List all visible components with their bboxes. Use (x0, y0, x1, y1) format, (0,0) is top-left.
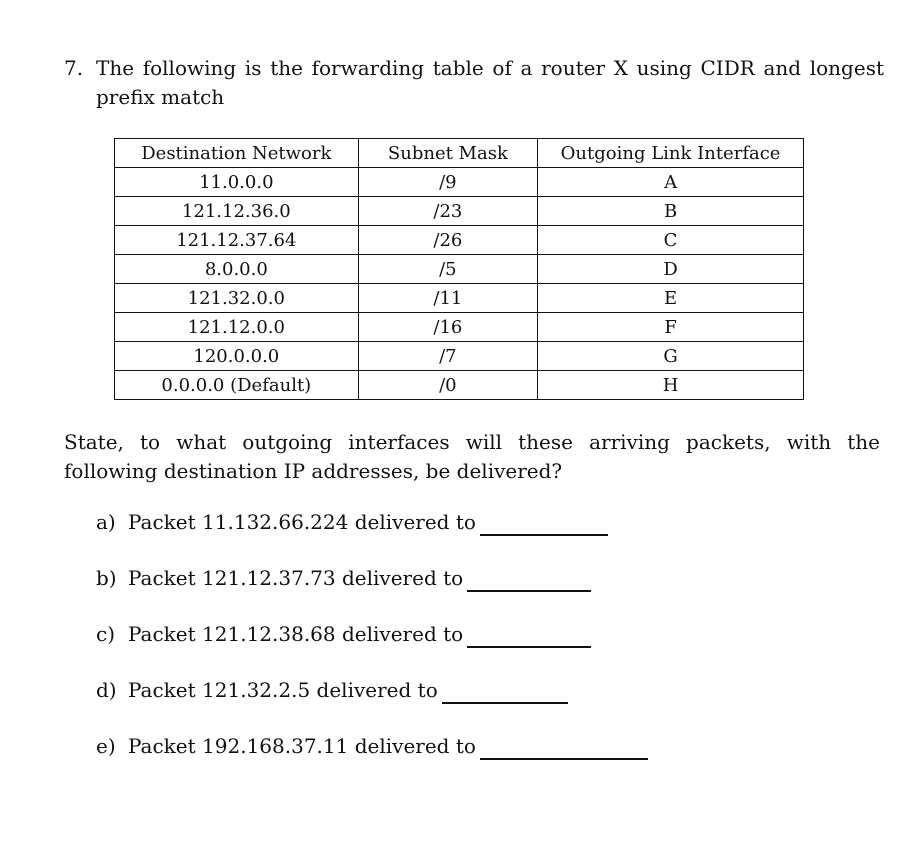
answer-blank[interactable] (467, 622, 591, 648)
header-outgoing-interface: Outgoing Link Interface (538, 139, 804, 168)
table-row (115, 371, 804, 400)
cell-destination: 121.12.36.0 (115, 197, 359, 226)
header-destination-network: Destination Network (115, 139, 359, 168)
table-header-row (115, 139, 804, 168)
cell-interface: B (538, 197, 804, 226)
packet-item-b (96, 566, 648, 622)
cell-mask: /0 (358, 371, 537, 400)
packet-letter: b) (96, 566, 117, 590)
header-subnet-mask: Subnet Mask (358, 139, 537, 168)
instruction-text: State, to what outgoing interfaces will these arriving packets, with the following destination IP addresses, be delivered? (64, 430, 880, 483)
answer-blank[interactable] (480, 510, 608, 536)
cell-destination: 120.0.0.0 (115, 342, 359, 371)
table-row (115, 226, 804, 255)
cell-mask: /7 (358, 342, 537, 371)
table-row (115, 255, 804, 284)
packet-text: Packet 121.12.37.73 delivered to (128, 566, 464, 590)
cell-mask: /23 (358, 197, 537, 226)
cell-mask: /16 (358, 313, 537, 342)
answer-blank[interactable] (480, 734, 648, 760)
packet-letter: e) (96, 734, 116, 758)
packet-text: Packet 192.168.37.11 delivered to (128, 734, 476, 758)
packet-item-c (96, 622, 648, 678)
cell-destination: 121.32.0.0 (115, 284, 359, 313)
cell-interface: F (538, 313, 804, 342)
forwarding-table (114, 138, 804, 400)
cell-interface: H (538, 371, 804, 400)
cell-destination: 121.12.0.0 (115, 313, 359, 342)
question-7 (64, 54, 884, 112)
cell-mask: /5 (358, 255, 537, 284)
table-row (115, 313, 804, 342)
answer-blank[interactable] (467, 566, 591, 592)
table-row (115, 197, 804, 226)
table-row (115, 342, 804, 371)
packet-item-a (96, 510, 648, 566)
cell-interface: E (538, 284, 804, 313)
cell-interface: A (538, 168, 804, 197)
cell-destination: 11.0.0.0 (115, 168, 359, 197)
table-row (115, 284, 804, 313)
packet-letter: d) (96, 678, 117, 702)
packet-text: Packet 121.12.38.68 delivered to (128, 622, 464, 646)
packet-item-e (96, 734, 648, 790)
cell-interface: D (538, 255, 804, 284)
cell-interface: G (538, 342, 804, 371)
table-row (115, 168, 804, 197)
cell-destination: 121.12.37.64 (115, 226, 359, 255)
cell-interface: C (538, 226, 804, 255)
cell-mask: /26 (358, 226, 537, 255)
question-number: 7. (64, 56, 84, 80)
cell-destination: 0.0.0.0 (Default) (115, 371, 359, 400)
packet-text: Packet 11.132.66.224 delivered to (128, 510, 476, 534)
answer-blank[interactable] (442, 678, 568, 704)
question-text: The following is the forwarding table of a router X using CIDR and longest prefix match (96, 56, 884, 109)
packet-letter: a) (96, 510, 116, 534)
packet-text: Packet 121.32.2.5 delivered to (128, 678, 438, 702)
cell-mask: /11 (358, 284, 537, 313)
packet-item-d (96, 678, 648, 734)
cell-destination: 8.0.0.0 (115, 255, 359, 284)
packet-list (96, 510, 648, 790)
packet-letter: c) (96, 622, 116, 646)
cell-mask: /9 (358, 168, 537, 197)
